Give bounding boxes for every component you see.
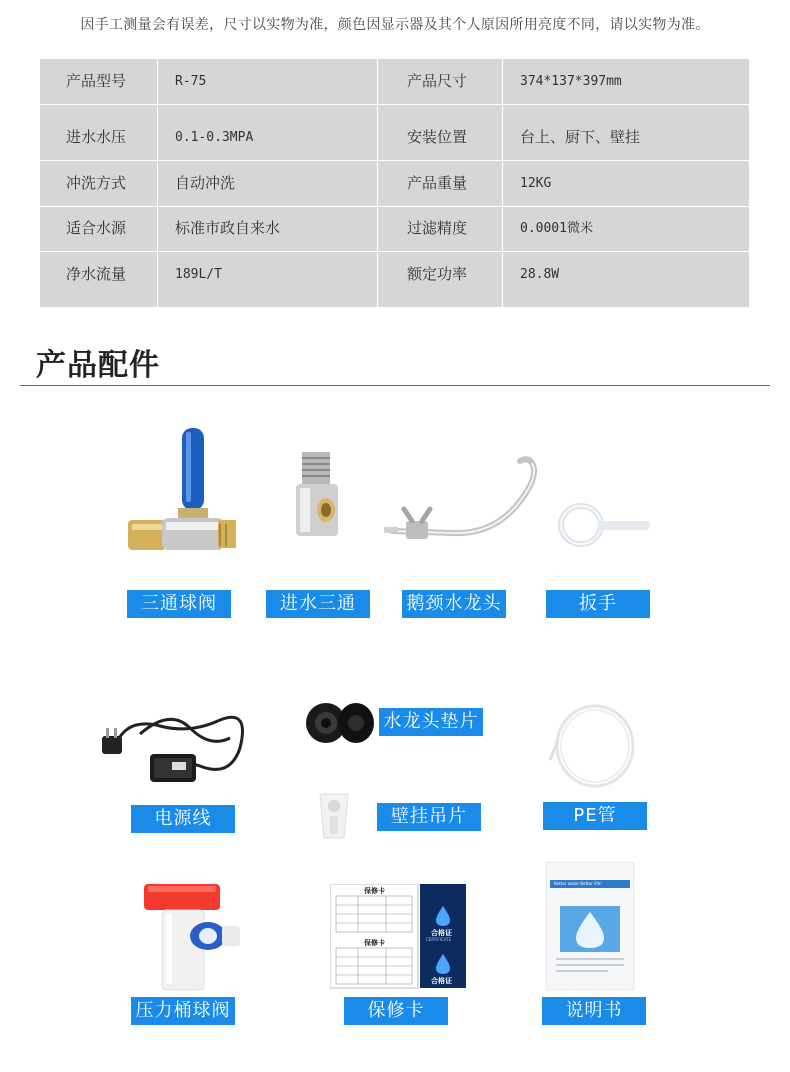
spec-label: 过滤精度 — [407, 219, 468, 237]
pressure-tank-valve-image — [144, 884, 244, 994]
warranty-card-image — [330, 884, 466, 990]
label-wall-hanger: 壁挂吊片 — [377, 803, 481, 831]
spec-value: 28.8W — [520, 267, 560, 282]
spec-value: 标准市政自来水 — [175, 219, 281, 237]
spec-label: 产品尺寸 — [407, 72, 468, 90]
section-divider — [20, 385, 770, 386]
warranty-card-title: 保修卡 — [364, 887, 385, 895]
gooseneck-faucet-image — [382, 455, 547, 545]
spec-table — [40, 59, 749, 307]
pe-tube-image — [548, 700, 638, 790]
label-pe-tube: PE管 — [543, 802, 647, 830]
spec-value: 12KG — [520, 176, 552, 191]
certificate-label: 合格证 — [431, 977, 452, 985]
label-inlet-tee: 进水三通 — [266, 590, 370, 618]
spec-row — [40, 59, 749, 105]
spec-value: 189L/T — [175, 267, 222, 282]
warranty-card-title: 保修卡 — [364, 939, 385, 947]
certificate-label: 合格证 — [431, 929, 452, 937]
spec-row — [40, 252, 749, 297]
faucet-gasket-image — [304, 700, 376, 746]
label-wrench: 扳手 — [546, 590, 650, 618]
spec-value: 0.0001微米 — [520, 221, 593, 236]
spec-value: 374*137*397mm — [520, 74, 622, 89]
power-cord-image — [100, 698, 260, 798]
section-title: 产品配件 — [36, 348, 160, 383]
label-manual: 说明书 — [542, 997, 646, 1025]
spec-label: 额定功率 — [407, 265, 468, 283]
label-pressure-tank-valve: 压力桶球阀 — [131, 997, 235, 1025]
spec-value: 台上、厨下、壁挂 — [520, 128, 641, 146]
spec-label: 净水流量 — [66, 265, 127, 283]
spec-value: R-75 — [175, 74, 207, 89]
spec-label: 产品重量 — [407, 174, 468, 192]
manual-banner: Better water Better life! — [554, 881, 602, 886]
spec-row — [40, 115, 749, 161]
disclaimer-text: 因手工测量会有误差，尺寸以实物为准，颜色因显示器及其个人原因所用亮度不同，请以实物为准。 — [80, 17, 710, 33]
wall-hanger-image — [316, 790, 352, 842]
manual-image — [546, 862, 634, 990]
spec-value: 自动冲洗 — [175, 174, 236, 192]
spec-label: 产品型号 — [66, 72, 127, 90]
spec-label: 安装位置 — [407, 128, 468, 146]
certificate-en-label: CERTIFICATE — [426, 937, 452, 942]
label-warranty-card: 保修卡 — [344, 997, 448, 1025]
spec-row — [40, 161, 749, 207]
spec-label: 适合水源 — [66, 219, 127, 237]
spec-row — [40, 206, 749, 252]
inlet-tee-image — [296, 452, 356, 542]
label-gooseneck-faucet: 鹅颈水龙头 — [402, 590, 506, 618]
label-ball-valve: 三通球阀 — [127, 590, 231, 618]
spec-value: 0.1-0.3MPA — [175, 130, 254, 145]
spec-label: 进水水压 — [66, 128, 127, 146]
spec-label: 冲洗方式 — [66, 174, 127, 192]
label-faucet-gasket: 水龙头垫片 — [379, 708, 483, 736]
ball-valve-image — [122, 428, 242, 558]
wrench-image — [556, 500, 656, 550]
label-power-cord: 电源线 — [131, 805, 235, 833]
